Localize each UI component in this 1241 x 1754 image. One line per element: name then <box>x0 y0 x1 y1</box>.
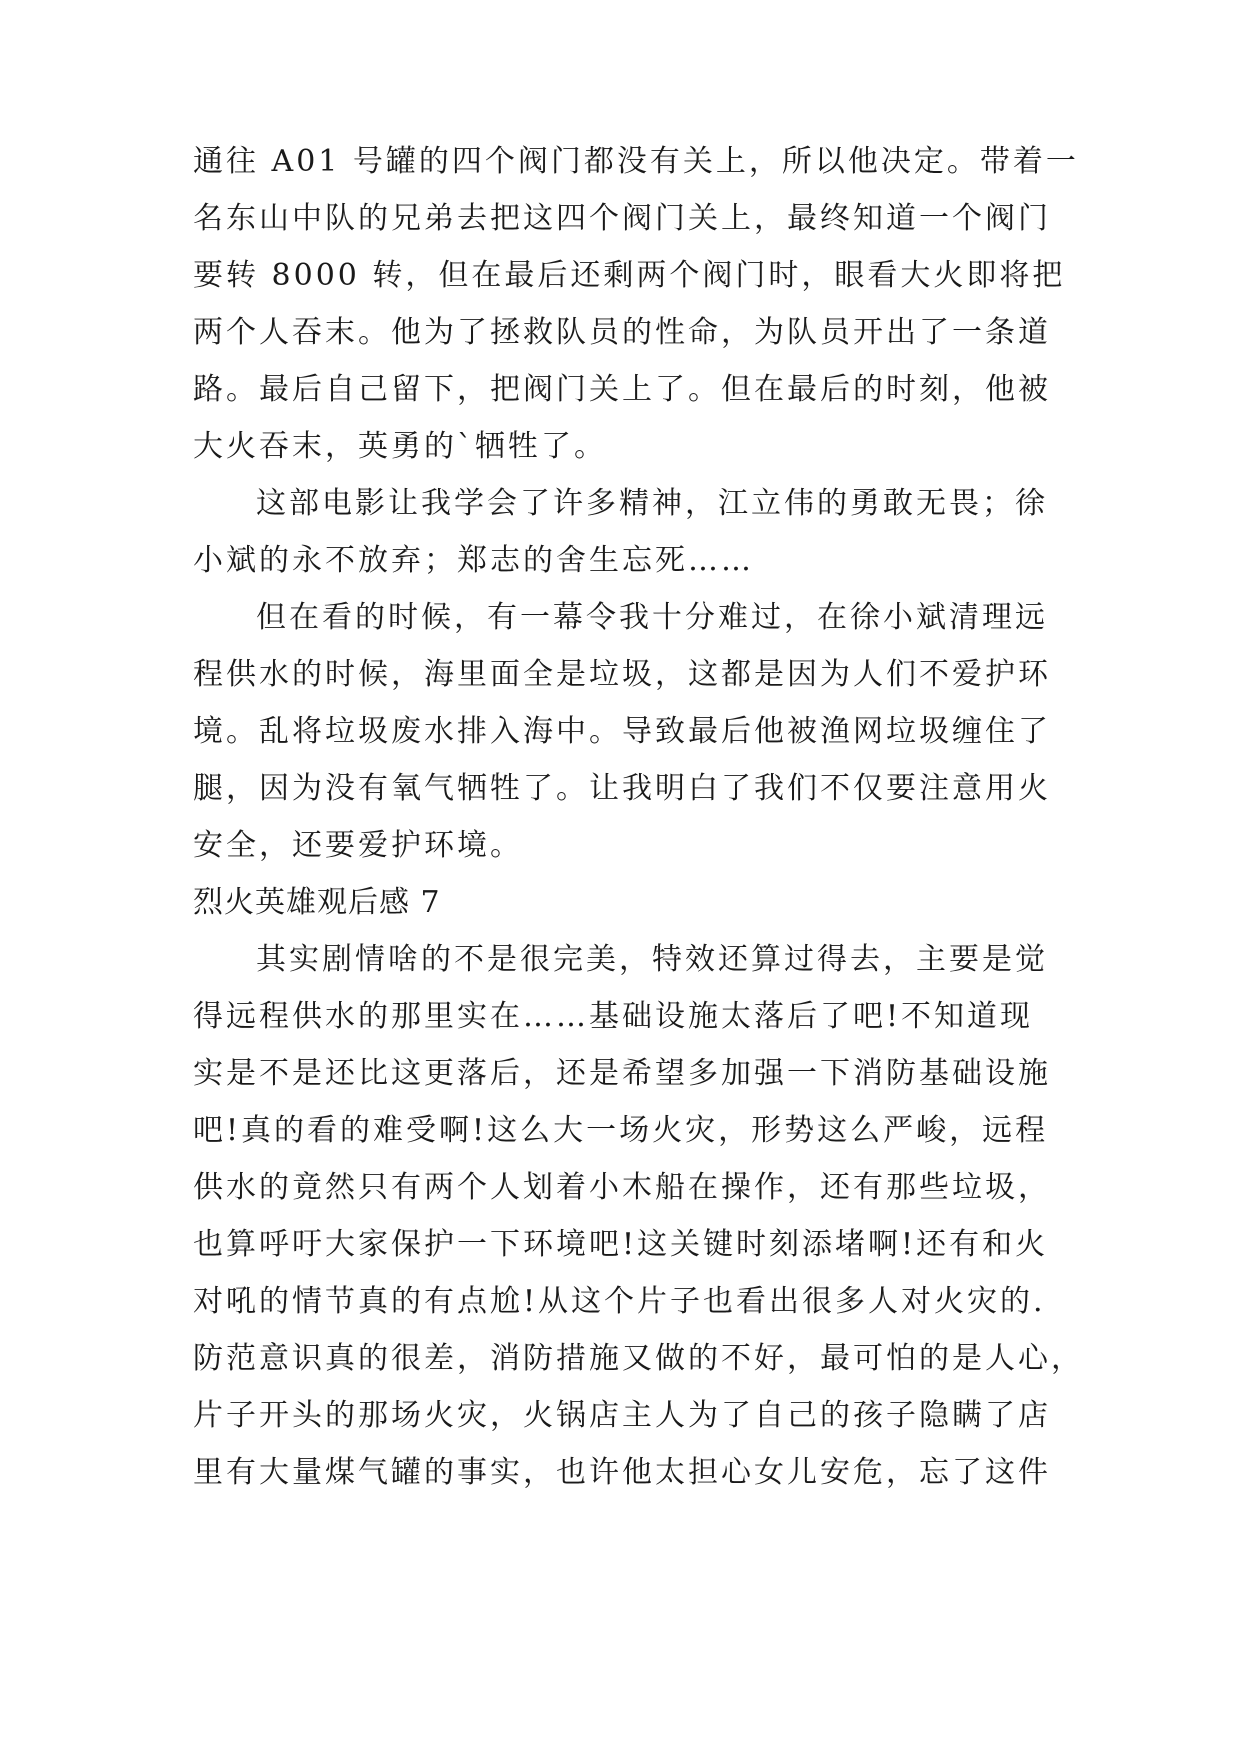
text-line: 境。乱将垃圾废水排入海中。导致最后他被渔网垃圾缠住了 <box>193 714 1051 749</box>
text-line: 小斌的永不放弃；郑志的舍生忘死…… <box>193 543 754 578</box>
text-line: 路。最后自己留下，把阀门关上了。但在最后的时刻，他被 <box>193 372 1051 407</box>
paragraph-first-line: 但在看的时候，有一幕令我十分难过，在徐小斌清理远 <box>256 600 1048 635</box>
text-line: 两个人吞末。他为了拯救队员的性命，为队员开出了一条道 <box>193 315 1051 350</box>
text-line: 供水的竟然只有两个人划着小木船在操作，还有那些垃圾， <box>193 1170 1051 1205</box>
text-line: 名东山中队的兄弟去把这四个阀门关上，最终知道一个阀门 <box>193 201 1051 236</box>
text-line: 实是不是还比这更落后，还是希望多加强一下消防基础设施 <box>193 1056 1051 1091</box>
text-line: 防范意识真的很差，消防措施又做的不好，最可怕的是人心， <box>193 1341 1084 1376</box>
text-line: 程供水的时候，海里面全是垃圾，这都是因为人们不爱护环 <box>193 657 1051 692</box>
section-heading: 烈火英雄观后感 7 <box>193 885 441 920</box>
paragraph-first-line: 其实剧情啥的不是很完美，特效还算过得去，主要是觉 <box>256 942 1048 977</box>
text-line: 吧!真的看的难受啊!这么大一场火灾，形势这么严峻，远程 <box>193 1113 1049 1148</box>
text-line: 大火吞末，英勇的`牺牲了。 <box>193 429 607 464</box>
text-line: 安全，还要爱护环境。 <box>193 828 523 863</box>
text-line: 片子开头的那场火灾，火锅店主人为了自己的孩子隐瞒了店 <box>193 1398 1051 1433</box>
text-line: 对吼的情节真的有点尬!从这个片子也看出很多人对火灾的. <box>193 1284 1046 1319</box>
text-line: 也算呼吁大家保护一下环境吧!这关键时刻添堵啊!还有和火 <box>193 1227 1049 1262</box>
paragraph-first-line: 这部电影让我学会了许多精神，江立伟的勇敢无畏；徐 <box>256 486 1048 521</box>
text-line: 要转 8000 转，但在最后还剩两个阀门时，眼看大火即将把 <box>193 258 1066 293</box>
text-line: 通往 A01 号罐的四个阀门都没有关上，所以他决定。带着一 <box>193 144 1079 179</box>
text-line: 得远程供水的那里实在……基础设施太落后了吧!不知道现 <box>193 999 1034 1034</box>
text-line: 里有大量煤气罐的事实，也许他太担心女儿安危，忘了这件 <box>193 1455 1051 1490</box>
text-line: 腿，因为没有氧气牺牲了。让我明白了我们不仅要注意用火 <box>193 771 1051 806</box>
